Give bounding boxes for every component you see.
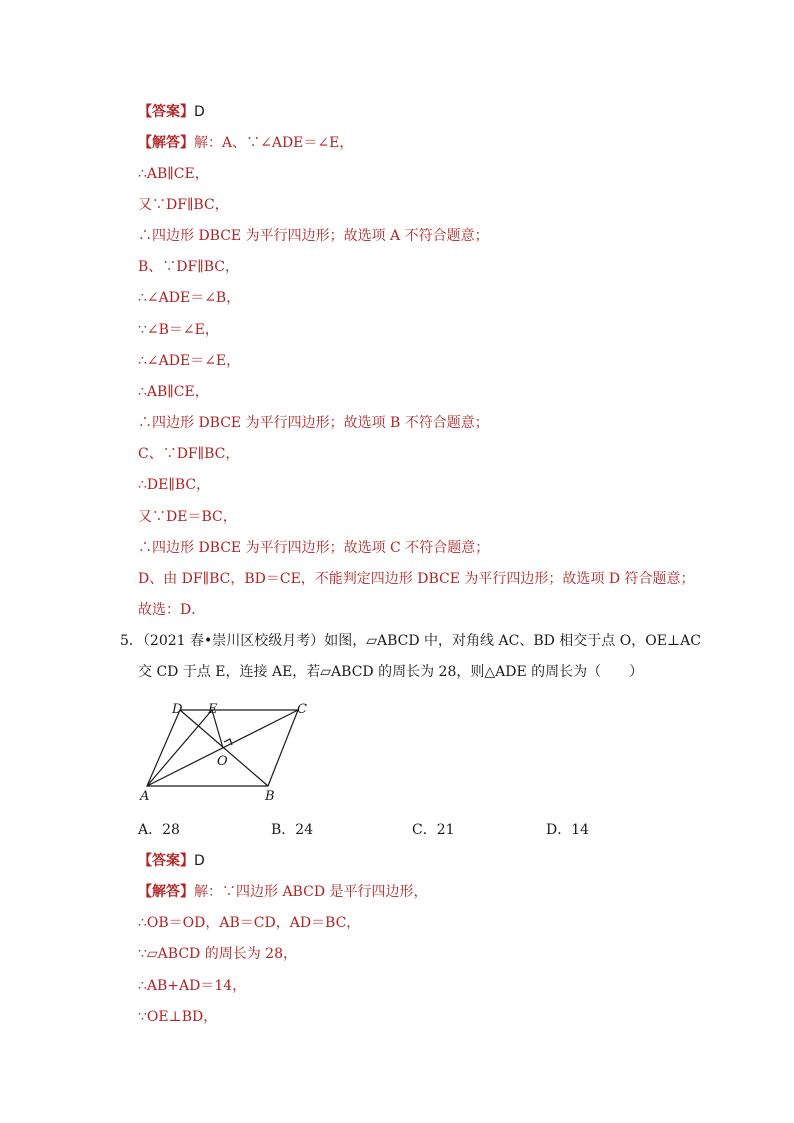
solution-line-5-4: ∵OE⊥BD， <box>138 1009 218 1025</box>
solution-line-4-2: 又∵DF∥BC， <box>138 197 229 213</box>
label-o: O <box>217 754 228 769</box>
segment-ae <box>147 710 212 786</box>
solution-line-4-8: ∴AB∥CE， <box>138 384 209 400</box>
solution-line-4-3: ∴四边形 DBCE 为平行四边形；故选项 A 不符合题意； <box>138 228 489 244</box>
solution-line-4-12: 又∵DE＝BC， <box>138 509 237 525</box>
solution-tag: 【解答】 <box>138 884 194 900</box>
solution-line-4-10: C、∵DF∥BC， <box>138 446 240 462</box>
answer-line-4 <box>138 102 205 122</box>
solution-line-4-1: ∴AB∥CE， <box>138 166 209 182</box>
solution-tag: 【解答】 <box>138 135 194 151</box>
solution-line-4-7: ∴∠ADE＝∠E， <box>138 353 241 369</box>
answer-line-5 <box>138 851 205 871</box>
question-5-line-1: 5．（2021 春•崇川区校级月考）如图，▱ABCD 中，对角线 AC、BD 相交于点 O，OE⊥AC <box>120 633 701 649</box>
label-e: E <box>208 702 218 717</box>
choice-c[interactable]: C．21 <box>412 822 455 838</box>
solution-line-4-13: ∴四边形 DBCE 为平行四边形；故选项 C 不符合题意； <box>138 540 490 556</box>
label-a: A <box>140 789 150 804</box>
choice-a[interactable]: A．28 <box>138 822 180 838</box>
answer-tag: 【答案】 <box>138 853 194 869</box>
solution-text: 解：A、∵∠ADE＝∠E， <box>194 135 354 151</box>
solution-line-4-15: 故选：D． <box>138 602 206 618</box>
answer-tag: 【答案】 <box>138 104 194 120</box>
parallelogram-figure <box>135 698 335 808</box>
diagonal-bd <box>180 710 268 786</box>
solution-line-4-0 <box>138 133 353 153</box>
solution-line-4-14: D、由 DF∥BC，BD＝CE，不能判定四边形 DBCE 为平行四边形；故选项 D 符合题意； <box>138 571 695 587</box>
solution-line-4-9: ∴四边形 DBCE 为平行四边形；故选项 B 不符合题意； <box>138 415 489 431</box>
label-b: B <box>265 789 275 804</box>
question-5-line-2: 交 CD 于点 E，连接 AE，若▱ABCD 的周长为 28，则△ADE 的周长为（ ） <box>138 664 644 680</box>
solution-line-5-2: ∵▱ABCD 的周长为 28， <box>138 946 297 962</box>
solution-line-4-4: B、∵DF∥BC， <box>138 259 239 275</box>
label-d: D <box>172 702 183 717</box>
solution-line-5-0 <box>138 882 428 902</box>
answer-value: D <box>194 853 205 869</box>
solution-line-4-6: ∵∠B＝∠E， <box>138 322 219 338</box>
answer-value: D <box>194 104 205 120</box>
solution-line-5-3: ∴AB+AD＝14， <box>138 978 247 994</box>
solution-text: 解：∵四边形 ABCD 是平行四边形， <box>194 884 428 900</box>
choice-b[interactable]: B．24 <box>271 822 314 838</box>
choice-d[interactable]: D．14 <box>546 822 590 838</box>
solution-line-5-1: ∴OB＝OD，AB＝CD，AD＝BC， <box>138 915 361 931</box>
solution-line-4-11: ∴DE∥BC， <box>138 477 211 493</box>
solution-line-4-5: ∴∠ADE＝∠B， <box>138 290 241 306</box>
label-c: C <box>297 702 307 717</box>
